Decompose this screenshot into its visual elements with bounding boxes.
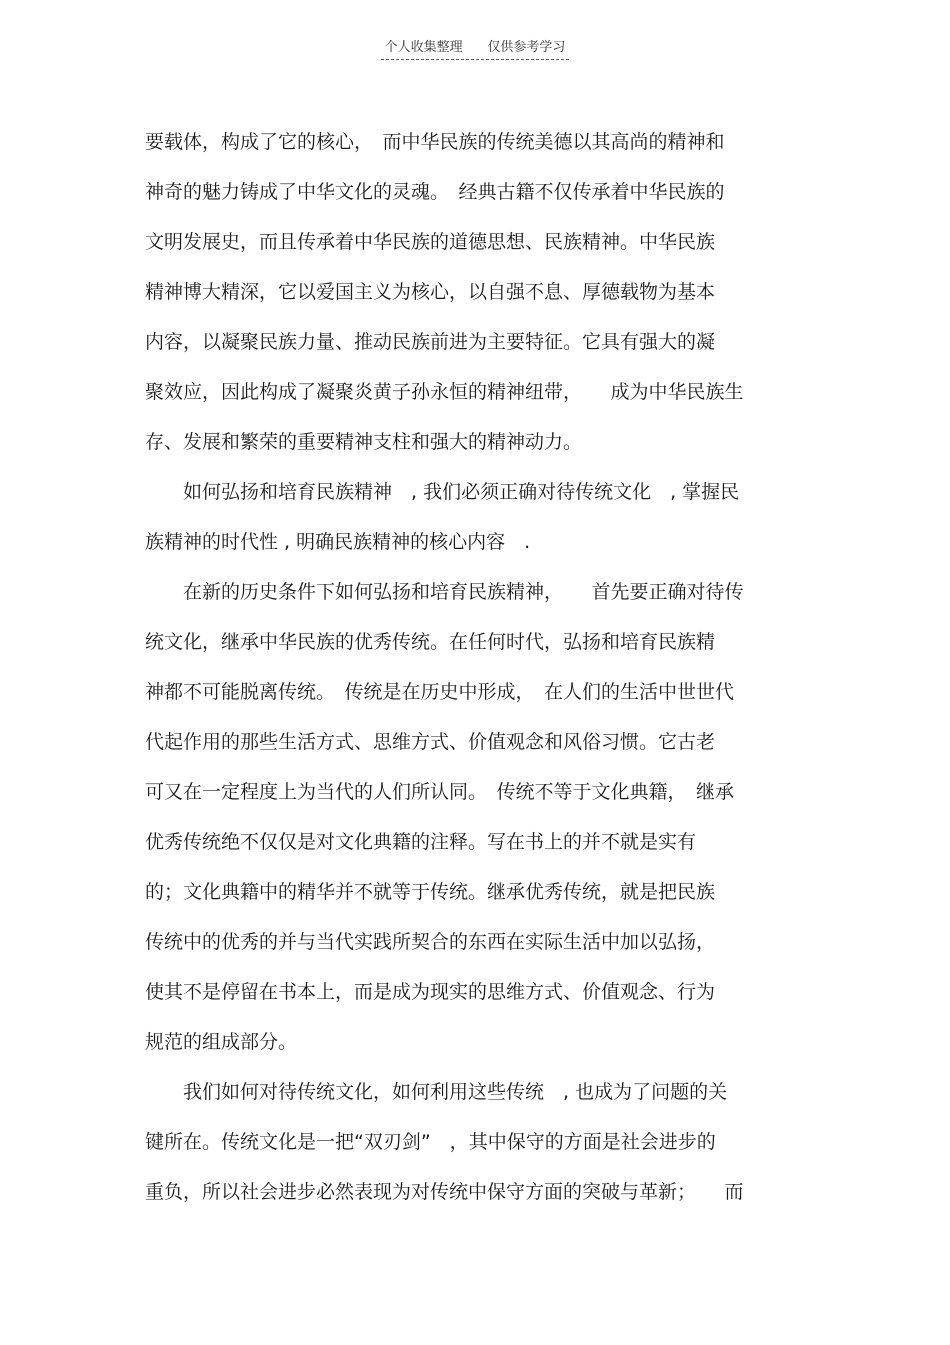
text-line: 重负，所以社会进步必然表现为对传统中保守方面的突破与革新； 而: [145, 1181, 744, 1203]
text-line: 传统中的优秀的并与当代实践所契合的东西在实际生活中加以弘扬，: [145, 931, 716, 953]
text-line: 存、发展和繁荣的重要精神支柱和强大的精神动力。: [145, 431, 583, 453]
text-line: 使其不是停留在书本上，而是成为现实的思维方式、价值观念、行为: [145, 981, 716, 1003]
text-line: 文明发展史，而且传承着中华民族的道德思想、民族精神。中华民族: [145, 231, 716, 253]
text-line: 聚效应，因此构成了凝聚炎黄子孙永恒的精神纽带， 成为中华民族生: [145, 381, 744, 403]
text-line: 代起作用的那些生活方式、思维方式、价值观念和风俗习惯。它古老: [145, 731, 716, 753]
text-line: 键所在。传统文化是一把“双刃剑” ，其中保守的方面是社会进步的: [145, 1131, 716, 1153]
paragraph-start-line: 如何弘扬和培育民族精神 , 我们必须正确对待传统文化 , 掌握民: [145, 481, 740, 503]
text-line: 统文化，继承中华民族的优秀传统。在任何时代，弘扬和培育民族精: [145, 631, 716, 653]
text-line: 族精神的时代性 , 明确民族精神的核心内容 .: [145, 531, 531, 553]
text-line: 的；文化典籍中的精华并不就等于传统。继承优秀传统，就是把民族: [145, 881, 716, 903]
header-rule: [381, 38, 570, 60]
text-line: 神都不可能脱离传统。 传统是在历史中形成， 在人们的生活中世世代: [145, 681, 735, 703]
text-line: 规范的组成部分。: [145, 1031, 298, 1053]
header-right-text: 仅供参考学习: [487, 40, 566, 55]
text-line: 可又在一定程度上为当代的人们所认同。 传统不等于文化典籍， 继承: [145, 781, 735, 803]
header-left-text: 个人收集整理: [384, 40, 463, 55]
text-line: 神奇的魅力铸成了中华文化的灵魂。 经典古籍不仅传承着中华民族的: [145, 181, 725, 203]
text-line: 内容，以凝聚民族力量、推动民族前进为主要特征。它具有强大的凝: [145, 331, 716, 353]
text-line: 要载体，构成了它的核心， 而中华民族的传统美德以其高尚的精神和: [145, 131, 725, 153]
paragraph-start-line: 我们如何对待传统文化，如何利用这些传统 , 也成为了问题的关: [145, 1081, 728, 1103]
text-line: 优秀传统绝不仅仅是对文化典籍的注释。写在书上的并不就是实有: [145, 831, 697, 853]
text-line: 精神博大精深，它以爱国主义为核心，以自强不息、厚德载物为基本: [145, 281, 716, 303]
document-body: [145, 117, 825, 1217]
page-header: [0, 38, 950, 60]
paragraph-start-line: 在新的历史条件下如何弘扬和培育民族精神， 首先要正确对待传: [145, 581, 744, 603]
